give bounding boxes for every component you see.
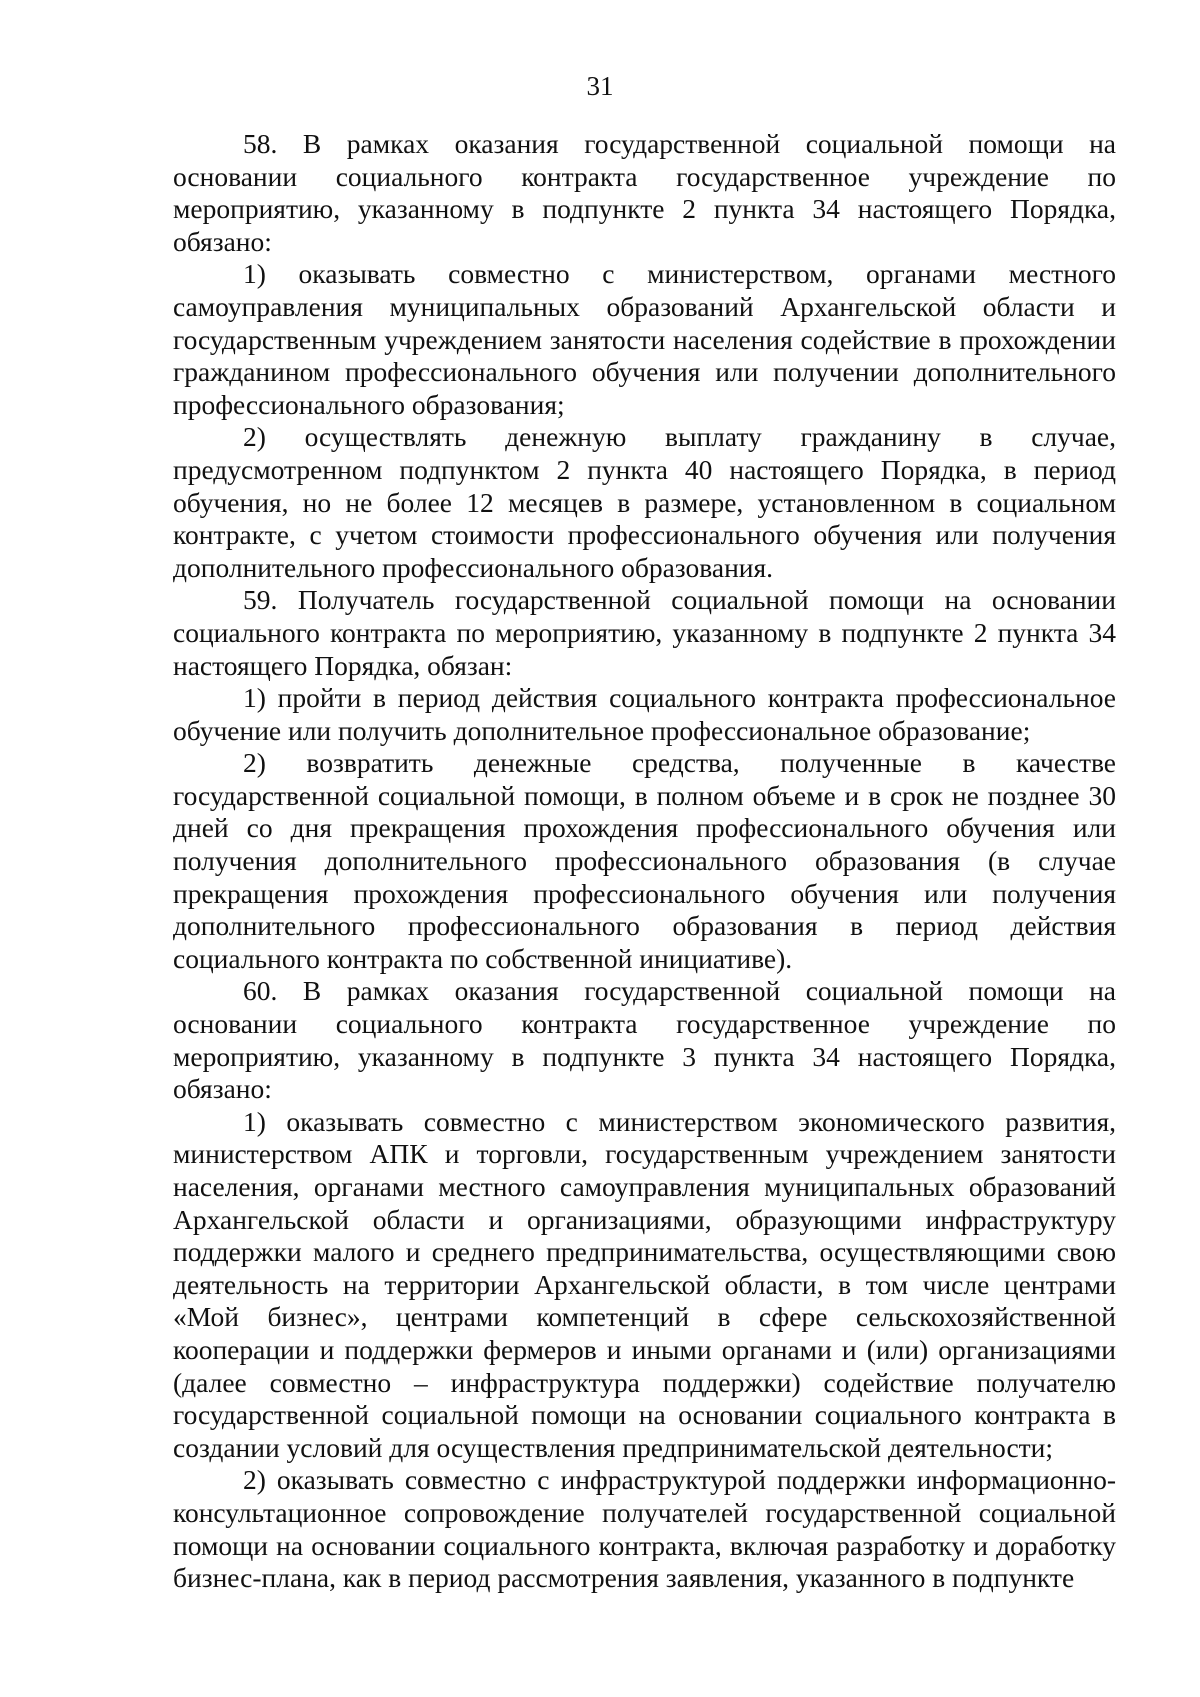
paragraph-59-item-2: 2) возвратить денежные средства, полученные в качестве государственной социальной помощи, в полном объеме и в срок не позднее 30 дней со дня прекращения прохождения профессионального обучения или получения дополнительного профессионального образования (в случае прекращения прохождения профессионального обучения или получения дополнительного профессионального образования в период действия социального контракта по собственной инициативе). — [173, 747, 1116, 974]
document-body — [173, 128, 1116, 1595]
paragraph-58-item-2: 2) осуществлять денежную выплату гражданину в случае, предусмотренном подпунктом 2 пункта 40 настоящего Порядка, в период обучения, но не более 12 месяцев в размере, установленном в социальном контракте, с учетом стоимости профессионального обучения или получения дополнительного профессионального образования. — [173, 421, 1116, 583]
page-number: 31 — [586, 71, 614, 101]
paragraph-60-item-2: 2) оказывать совместно с инфраструктурой поддержки информационно-консультационное сопровождение получателей государственной социальной помощи на основании социального контракта, включая разработку и доработку бизнес-плана, как в период рассмотрения заявления, указанного в подпункте — [173, 1464, 1116, 1594]
paragraph-58-item-1: 1) оказывать совместно с министерством, органами местного самоуправления муниципальных образований Архангельской области и государственным учреждением занятости населения содействие в прохождении гражданином профессионального обучения или получении дополнительного профессионального образования; — [173, 258, 1116, 420]
paragraph-60: 60. В рамках оказания государственной социальной помощи на основании социального контракта государственное учреждение по мероприятию, указанному в подпункте 3 пункта 34 настоящего Порядка, обязано: — [173, 975, 1116, 1105]
paragraph-58: 58. В рамках оказания государственной социальной помощи на основании социального контракта государственное учреждение по мероприятию, указанному в подпункте 2 пункта 34 настоящего Порядка, обязано: — [173, 128, 1116, 257]
paragraph-59: 59. Получатель государственной социальной помощи на основании социального контракта по мероприятию, указанному в подпункте 2 пункта 34 настоящего Порядка, обязан: — [173, 584, 1116, 681]
paragraph-60-item-1: 1) оказывать совместно с министерством экономического развития, министерством АПК и торговли, государственным учреждением занятости населения, органами местного самоуправления муниципальных образований Архангельской области и организациями, образующими инфраструктуру поддержки малого и среднего предпринимательства, осуществляющими свою деятельность на территории Архангельской области, в том числе центрами «Мой бизнес», центрами компетенций в сфере сельскохозяйственной кооперации и поддержки фермеров и иными органами и (или) организациями (далее совместно – инфраструктура поддержки) содействие получателю государственной социальной помощи на основании социального контракта в создании условий для осуществления предпринимательской деятельности; — [173, 1105, 1116, 1463]
paragraph-59-item-1: 1) пройти в период действия социального контракта профессиональное обучение или получить дополнительное профессиональное образование; — [173, 682, 1116, 746]
